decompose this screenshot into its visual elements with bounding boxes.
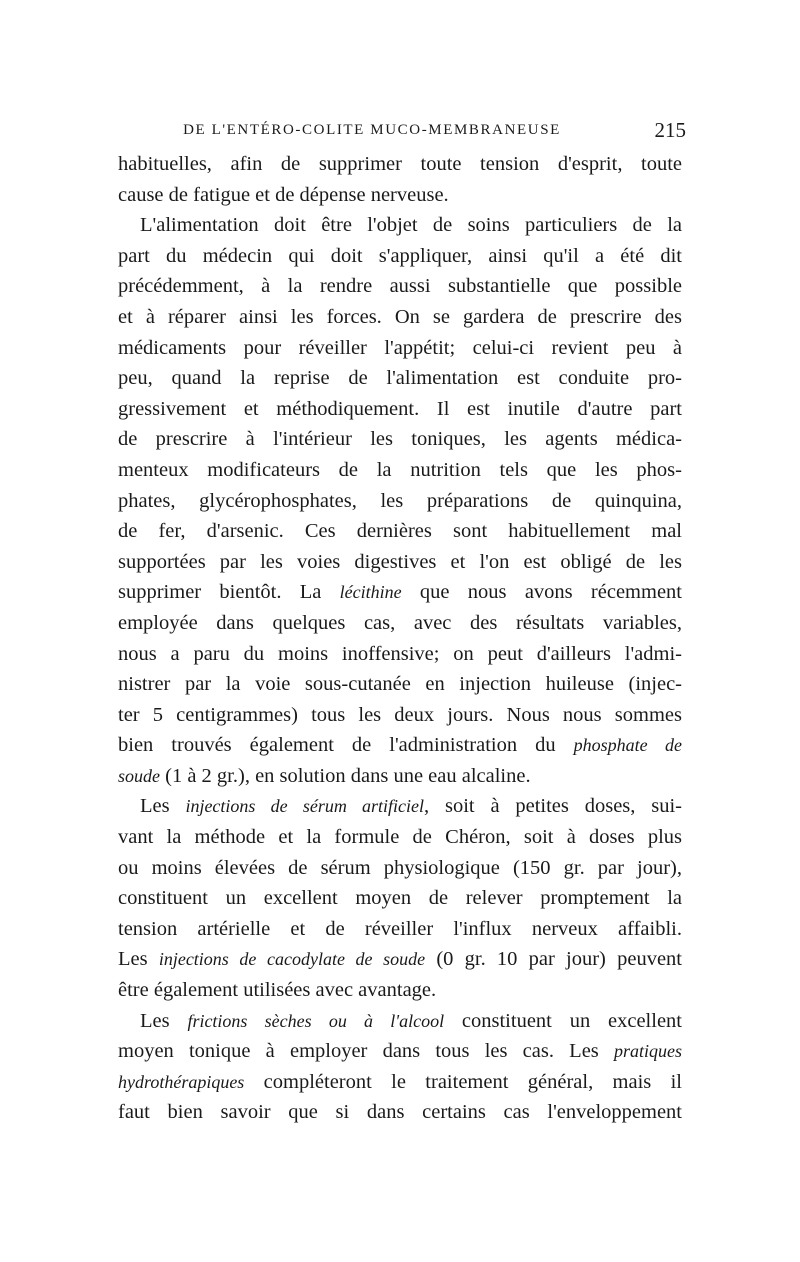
text-line <box>118 1067 682 1098</box>
text-line <box>118 669 682 700</box>
text-segment: L'alimentation doit être l'objet de soins particuliers de la <box>140 214 682 237</box>
text-line <box>118 363 682 394</box>
text-line <box>118 394 682 425</box>
text-line <box>118 791 682 822</box>
text-segment: gressivement et méthodiquement. Il est inutile d'autre part <box>118 397 682 420</box>
text-segment: que nous avons récemment <box>401 581 682 604</box>
text-segment: constituent un excellent <box>444 1009 682 1032</box>
text-segment: faut bien savoir que si dans certains cas l'enveloppement <box>118 1101 682 1124</box>
text-segment: employée dans quelques cas, avec des résultats variables, <box>118 611 682 634</box>
text-line <box>118 853 682 884</box>
text-segment: moyen tonique à employer dans tous les cas. Les <box>118 1040 614 1063</box>
text-line <box>118 424 682 455</box>
text-segment: Les <box>140 1009 188 1032</box>
text-segment: Les <box>140 795 186 818</box>
text-line <box>118 486 682 517</box>
text-line <box>118 241 682 272</box>
text-line <box>118 1006 682 1037</box>
italic-text: pratiques <box>613 1041 682 1062</box>
text-line <box>118 271 682 302</box>
text-segment: supportées par les voies digestives et l'on est obligé de les <box>118 550 682 573</box>
text-line <box>118 608 682 639</box>
page-number: 215 <box>654 118 686 142</box>
text-segment: tension artérielle et de réveiller l'influx nerveux affaibli. <box>118 917 682 940</box>
text-segment: bien trouvés également de l'administration du <box>118 734 574 757</box>
text-line <box>118 975 682 1006</box>
text-line <box>118 333 682 364</box>
text-segment: constituent un excellent moyen de relever promptement la <box>118 887 682 910</box>
text-segment: vant la méthode et la formule de Chéron, soit à doses plus <box>118 826 682 849</box>
text-segment: de fer, d'arsenic. Ces dernières sont habituellement mal <box>118 520 682 543</box>
text-line <box>118 730 682 761</box>
text-segment: Les <box>118 948 159 971</box>
italic-text: lécithine <box>339 582 402 603</box>
body-text <box>118 149 682 1128</box>
text-segment: ou moins élevées de sérum physiologique (150 gr. par jour), <box>118 856 682 879</box>
running-head <box>118 118 686 142</box>
italic-text: injections de cacodylate de soude <box>158 949 426 970</box>
text-line <box>118 700 682 731</box>
text-segment: nistrer par la voie sous-cutanée en injection huileuse (injec- <box>118 673 682 696</box>
italic-text: phosphate de <box>573 735 682 756</box>
text-line <box>118 914 682 945</box>
italic-text: injections de sérum artificiel <box>185 796 425 817</box>
text-segment: être également utilisées avec avantage. <box>118 979 437 1002</box>
italic-text: hydrothérapiques <box>118 1071 245 1092</box>
text-line <box>118 1036 682 1067</box>
running-title: DE L'ENTÉRO-COLITE MUCO-MEMBRANEUSE <box>183 122 561 138</box>
text-segment: nous a paru du moins inoffensive; on peut d'ailleurs l'admi- <box>118 642 682 665</box>
italic-text: soude <box>118 765 160 786</box>
text-segment: , soit à petites doses, sui- <box>424 795 682 818</box>
text-segment: compléteront le traitement général, mais il <box>244 1070 682 1093</box>
text-line <box>118 944 682 975</box>
text-line <box>118 180 682 211</box>
text-segment: précédemment, à la rendre aussi substantielle que possible <box>118 275 682 298</box>
text-line <box>118 547 682 578</box>
text-line <box>118 516 682 547</box>
text-segment: part du médecin qui doit s'appliquer, ainsi qu'il a été dit <box>118 244 682 267</box>
text-line <box>118 883 682 914</box>
text-line <box>118 302 682 333</box>
text-segment: menteux modificateurs de la nutrition tels que les phos- <box>118 458 682 481</box>
text-segment: habituelles, afin de supprimer toute tension d'esprit, toute <box>118 153 682 175</box>
text-line <box>118 1097 682 1128</box>
text-segment: ter 5 centigrammes) tous les deux jours. Nous nous sommes <box>118 703 682 726</box>
text-segment: et à réparer ainsi les forces. On se gardera de prescrire des <box>118 305 682 328</box>
text-segment: de prescrire à l'intérieur les toniques, les agents médica- <box>118 428 682 451</box>
text-segment: cause de fatigue et de dépense nerveuse. <box>118 183 449 206</box>
text-line <box>118 149 682 180</box>
text-line <box>118 639 682 670</box>
text-line <box>118 455 682 486</box>
text-segment: médicaments pour réveiller l'appétit; celui-ci revient peu à <box>118 336 682 359</box>
italic-text: frictions sèches ou à l'alcool <box>187 1010 445 1031</box>
text-line <box>118 761 682 792</box>
text-segment: peu, quand la reprise de l'alimentation est conduite pro- <box>118 367 682 390</box>
text-segment: supprimer bientôt. La <box>118 581 340 604</box>
text-segment: phates, glycérophosphates, les préparations de quinquina, <box>118 489 682 512</box>
text-segment: (0 gr. 10 par jour) peuvent <box>425 948 682 971</box>
text-line <box>118 822 682 853</box>
text-segment: (1 à 2 gr.), en solution dans une eau alcaline. <box>160 764 531 787</box>
text-line <box>118 210 682 241</box>
text-line <box>118 577 682 608</box>
